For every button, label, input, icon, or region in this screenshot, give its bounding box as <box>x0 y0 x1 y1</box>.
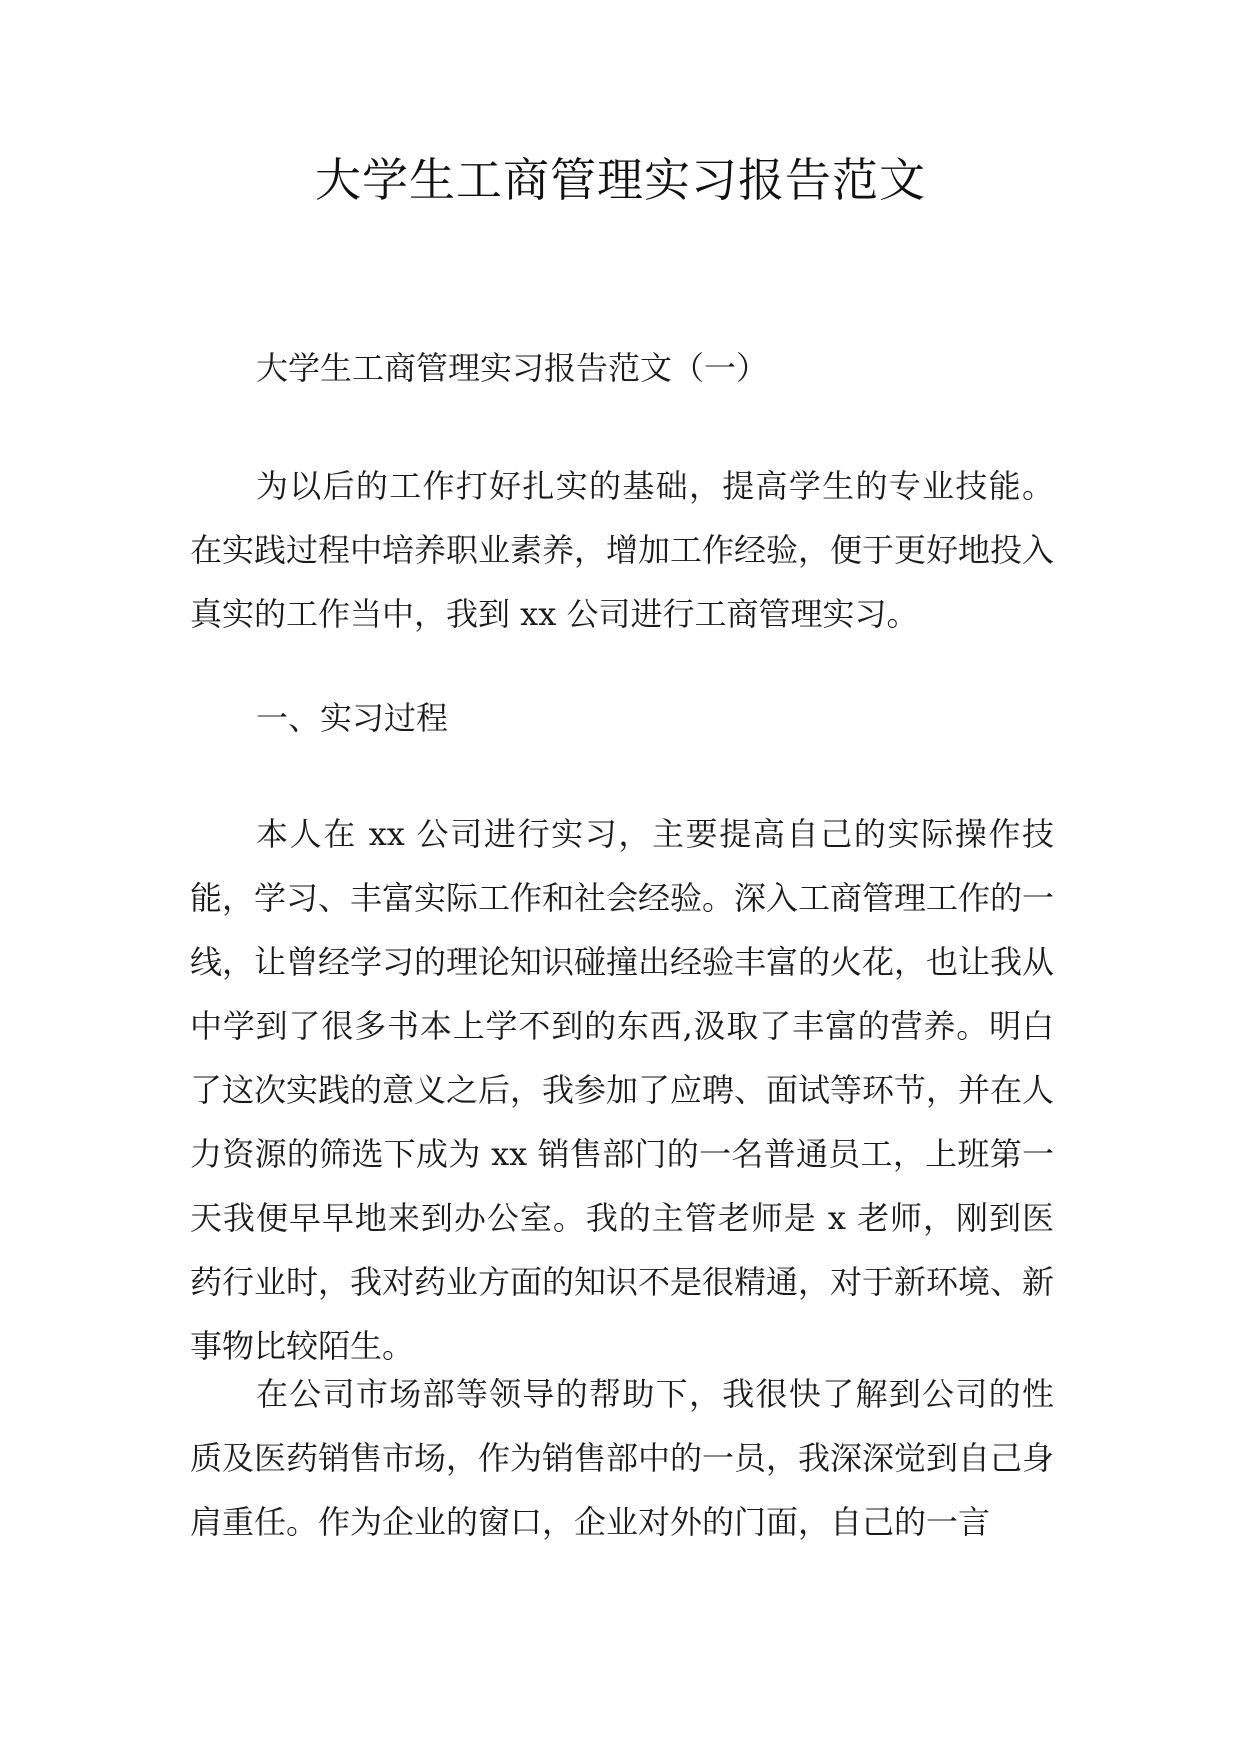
section-heading: 一、实习过程 <box>256 699 449 737</box>
document-title: 大学生工商管理实习报告范文 <box>315 153 926 207</box>
report-subtitle: 大学生工商管理实习报告范文（一） <box>256 349 769 387</box>
body-paragraph: 本人在 xx 公司进行实习，主要提高自己的实际操作技能，学习、丰富实际工作和社会经验。深入工商管理工作的一线，让曾经学习的理论知识碰撞出经验丰富的火花，也让我从中学到了很多书本上学不到的东西,汲取了丰富的营养。明白了这次实践的意义之后，我参加了应聘、面试等环节，并在人力资源的筛选下成为 xx 销售部门的一名普通员工，上班第一天我便早早地来到办公室。我的主管老师是 x 老师，刚到医药行业时，我对药业方面的知识不是很精通，对于新环境、新事物比较陌生。 <box>190 815 1055 1365</box>
intro-paragraph: 为以后的工作打好扎实的基础，提高学生的专业技能。在实践过程中培养职业素养，增加工作经验，便于更好地投入真实的工作当中，我到 xx 公司进行工商管理实习。 <box>190 467 1055 633</box>
body-paragraph: 在公司市场部等领导的帮助下，我很快了解到公司的性质及医药销售市场，作为销售部中的一员，我深深觉到自己身肩重任。作为企业的窗口，企业对外的门面，自己的一言 <box>190 1375 1055 1541</box>
